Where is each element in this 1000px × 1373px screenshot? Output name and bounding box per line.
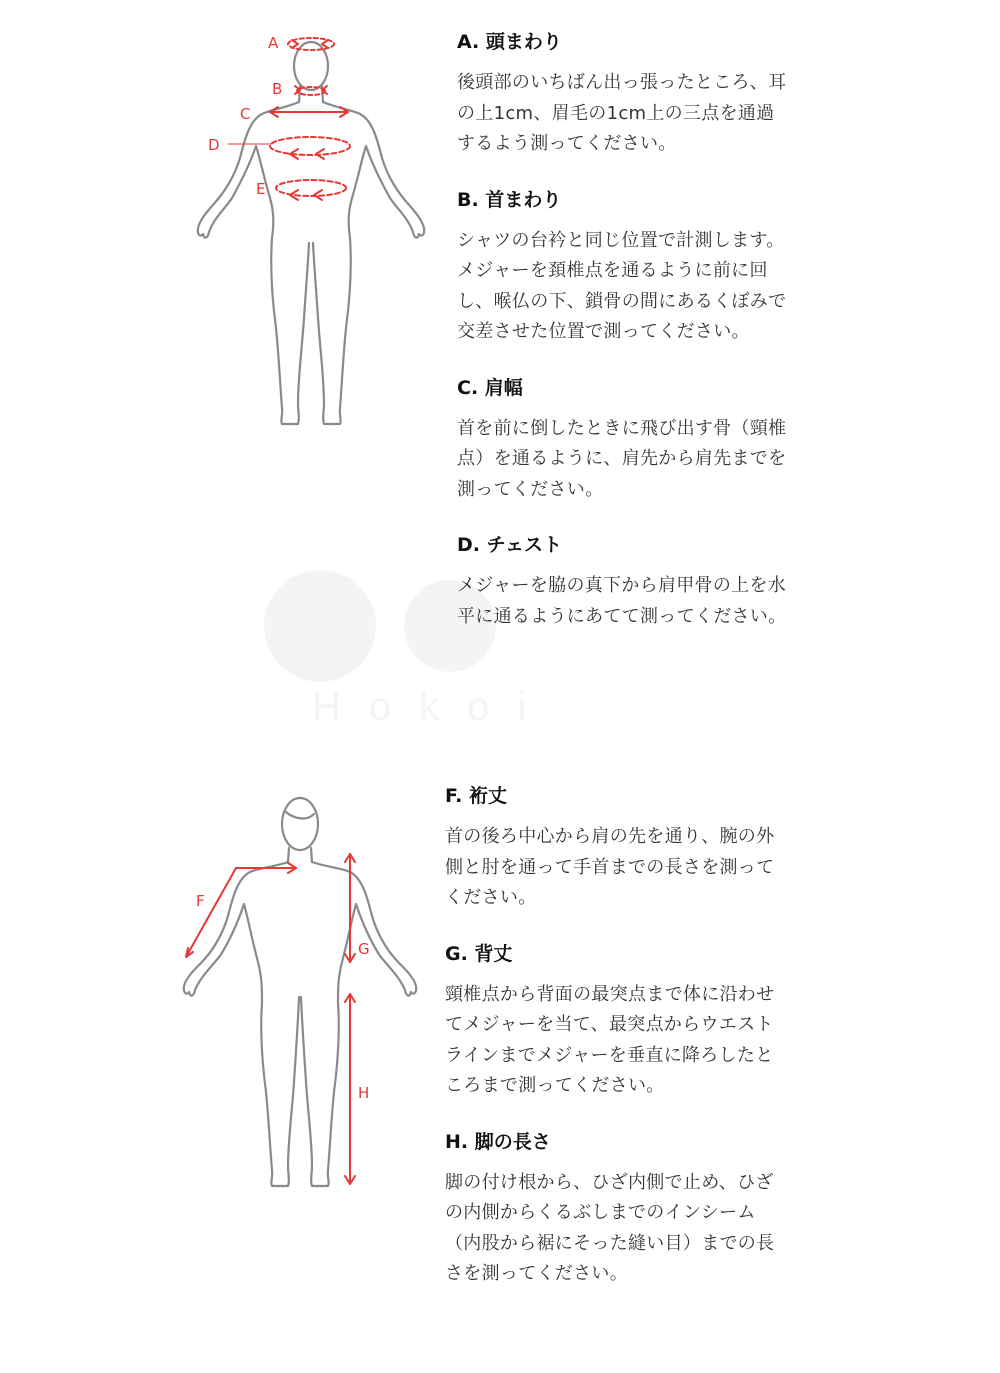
measure-description: メジャーを脇の真下から肩甲骨の上を水平に通るようにあてて測ってください。 bbox=[457, 575, 787, 627]
measure-c bbox=[457, 374, 787, 506]
measure-description: 後頭部のいちばん出っ張ったところ、耳の上1cm、眉毛の1cm上の三点を通過するよう測ってください。 bbox=[457, 72, 787, 154]
label-e: E bbox=[256, 180, 266, 198]
measure-title: B. 首まわり bbox=[457, 188, 562, 211]
measure-title: D. チェスト bbox=[457, 534, 563, 556]
measure-description: シャツの台衿と同じ位置で計測します。メジャーを頚椎点を通るように前に回し、喉仏の下、鎖骨の間にあるくぼみで交差させた位置で測ってください。 bbox=[457, 229, 787, 342]
measure-b bbox=[457, 186, 787, 348]
measure-title: G. 背丈 bbox=[445, 942, 513, 965]
label-f: F bbox=[196, 892, 205, 910]
watermark-text: Hokoi bbox=[312, 685, 555, 729]
measure-g bbox=[445, 940, 775, 1102]
measure-h bbox=[445, 1128, 775, 1290]
label-a: A bbox=[268, 34, 279, 52]
body-figure-front bbox=[190, 28, 430, 430]
measure-a bbox=[457, 28, 787, 160]
measure-title: A. 頭まわり bbox=[457, 31, 562, 53]
measure-d bbox=[457, 531, 787, 632]
label-d: D bbox=[208, 136, 220, 154]
measurement-list-bottom bbox=[445, 782, 775, 1316]
label-g: G bbox=[358, 940, 370, 958]
label-b: B bbox=[272, 80, 283, 98]
measure-description: 首を前に倒したときに飛び出す骨（頸椎点）を通るように、肩先から肩先までを測ってください。 bbox=[457, 417, 787, 500]
measure-title: H. 脚の長さ bbox=[445, 1130, 551, 1153]
label-c: C bbox=[240, 105, 251, 123]
measure-title: F. 裄丈 bbox=[445, 785, 508, 807]
measure-f bbox=[445, 782, 775, 914]
measurement-list-top bbox=[457, 28, 787, 658]
label-h: H bbox=[358, 1084, 370, 1102]
measure-title: C. 肩幅 bbox=[457, 376, 523, 399]
measure-description: 頸椎点から背面の最突点まで体に沿わせてメジャーを当て、最突点からウエストラインまでメジャーを垂直に降ろしたところまで測ってください。 bbox=[445, 983, 775, 1096]
measure-description: 首の後ろ中心から肩の先を通り、腕の外側と肘を通って手首までの長さを測ってください。 bbox=[445, 826, 775, 908]
measure-description: 脚の付け根から、ひざ内側で止め、ひざの内側からくるぶしまでのインシーム（内股から裾にそった縫い目）までの長さを測ってください。 bbox=[445, 1171, 775, 1284]
body-figure-side bbox=[178, 792, 423, 1192]
